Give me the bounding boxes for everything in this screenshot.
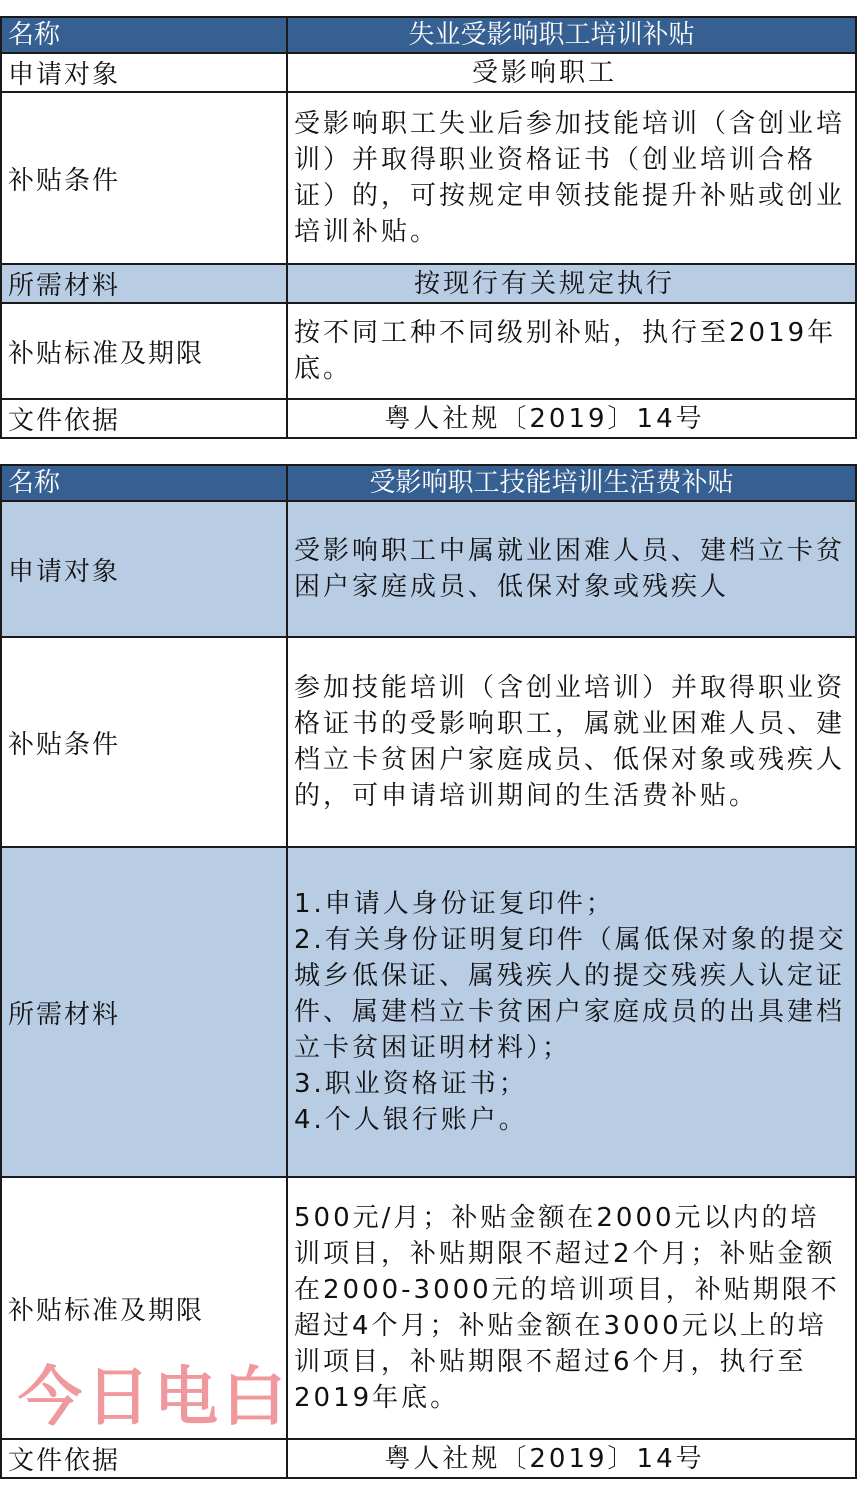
row-value: 受影响职工失业后参加技能培训（含创业培训）并取得职业资格证书（创业培训合格证）的，可按规定申领技能提升补贴或创业培训补贴。 [287, 92, 856, 264]
table-row [1, 53, 856, 92]
list-item: 1.申请人身份证复印件； [294, 889, 615, 919]
row-value: 受影响职工 [287, 53, 856, 92]
table-row [1, 92, 856, 264]
header-label: 名称 [1, 465, 287, 501]
table-row [1, 1439, 856, 1478]
table-row [1, 264, 856, 303]
subsidy-table-training [0, 16, 857, 439]
row-value: 500元/月；补贴金额在2000元以内的培训项目，补贴期限不超过2个月；补贴金额在2000-3000元的培训项目，补贴期限不超过4个月；补贴金额在3000元以上的培训项目，补贴期限不超过6个月，执行至2019年底。 [287, 1177, 856, 1439]
table-row [1, 399, 856, 438]
table-row [1, 501, 856, 637]
row-value: 参加技能培训（含创业培训）并取得职业资格证书的受影响职工，属就业困难人员、建档立卡贫困户家庭成员、低保对象或残疾人的，可申请培训期间的生活费补贴。 [287, 637, 856, 847]
row-value: 粤人社规〔2019〕14号 [287, 399, 856, 438]
table-row [1, 303, 856, 399]
watermark-logo: 今日电白 [18, 1361, 290, 1435]
header-title: 受影响职工技能培训生活费补贴 [287, 465, 856, 501]
table-row [1, 847, 856, 1177]
row-label: 补贴条件 [1, 637, 287, 847]
list-item: 3.职业资格证书； [294, 1069, 528, 1099]
row-value: 按不同工种不同级别补贴，执行至2019年底。 [287, 303, 856, 399]
materials-list [287, 847, 856, 1177]
row-label: 补贴条件 [1, 92, 287, 264]
list-item: 4.个人银行账户。 [294, 1105, 528, 1135]
row-label: 申请对象 [1, 501, 287, 637]
subsidy-table-living-allowance [0, 464, 857, 1479]
table-header [1, 465, 856, 501]
row-label: 所需材料 [1, 264, 287, 303]
row-label: 文件依据 [1, 1439, 287, 1478]
table-row [1, 637, 856, 847]
table-header [1, 17, 856, 53]
row-value: 受影响职工中属就业困难人员、建档立卡贫困户家庭成员、低保对象或残疾人 [287, 501, 856, 637]
table-row [1, 1177, 856, 1439]
header-title: 失业受影响职工培训补贴 [287, 17, 856, 53]
row-value: 按现行有关规定执行 [287, 264, 856, 303]
row-label: 补贴标准及期限 [1, 1177, 287, 1439]
row-label: 申请对象 [1, 53, 287, 92]
row-label: 文件依据 [1, 399, 287, 438]
row-label: 所需材料 [1, 847, 287, 1177]
list-item: 2.有关身份证明复印件（属低保对象的提交城乡低保证、属残疾人的提交残疾人认定证件、属建档立卡贫困户家庭成员的出具建档立卡贫困证明材料）； [294, 925, 847, 1063]
header-label: 名称 [1, 17, 287, 53]
row-label: 补贴标准及期限 [1, 303, 287, 399]
row-value: 粤人社规〔2019〕14号 [287, 1439, 856, 1478]
